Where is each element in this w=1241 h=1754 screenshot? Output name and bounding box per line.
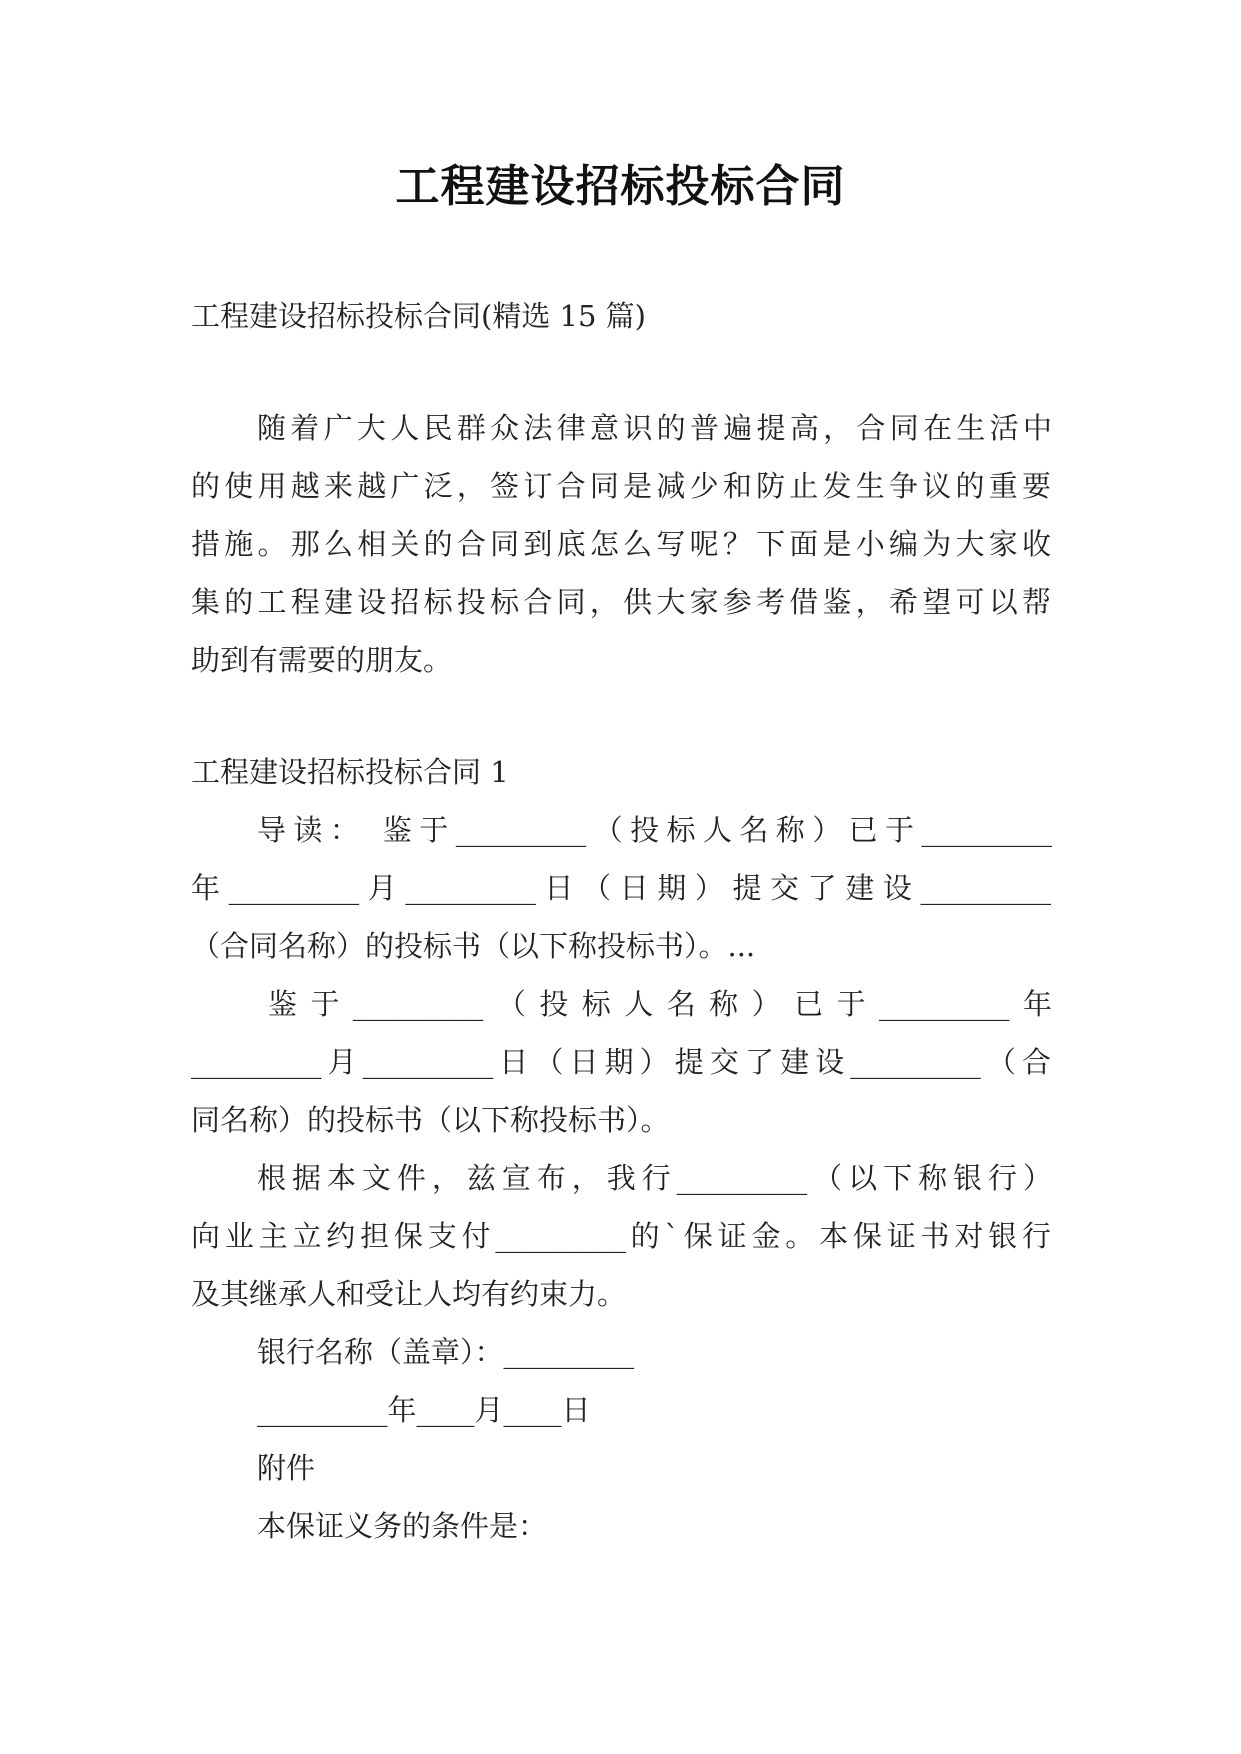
body-line: 同名称）的投标书（以下称投标书）。 [191,1103,670,1137]
body-line: 根据本文件，兹宣布，我行_________（以下称银行） [257,1161,1052,1195]
section-heading: 工程建设招标投标合同 1 [191,755,509,789]
intro-line: 的使用越来越广泛，签订合同是减少和防止发生争议的重要 [191,469,1051,503]
intro-line: 措施。那么相关的合同到底怎么写呢？下面是小编为大家收 [191,527,1051,561]
attachment-label: 附件 [257,1451,316,1485]
intro-line: 助到有需要的朋友。 [191,643,453,677]
body-line: 及其继承人和受让人均有约束力。 [191,1277,627,1311]
bank-signature-line: 银行名称（盖章）：_________ [257,1335,635,1369]
body-line: 本保证义务的条件是： [257,1509,548,1543]
body-line: _________月_________日（日期）提交了建设_________（合 [191,1045,1051,1079]
document-title: 工程建设招标投标合同 [395,161,846,212]
body-line: （合同名称）的投标书（以下称投标书）。... [191,929,756,963]
body-line: 导读： 鉴于_________（投标人名称）已于_________ [257,813,1052,847]
intro-line: 随着广大人民群众法律意识的普遍提高，合同在生活中 [257,411,1052,445]
document-subtitle: 工程建设招标投标合同(精选 15 篇) [191,299,646,333]
body-line: 向业主立约担保支付_________的`保证金。本保证书对银行 [191,1219,1051,1253]
body-line: 年_________月_________日（日期）提交了建设_________ [191,871,1051,905]
intro-line: 集的工程建设招标投标合同，供大家参考借鉴，希望可以帮 [191,585,1051,619]
body-line: 鉴于_________（投标人名称）已于_________年 [268,987,1052,1021]
date-line: _________年____月____日 [257,1393,591,1427]
